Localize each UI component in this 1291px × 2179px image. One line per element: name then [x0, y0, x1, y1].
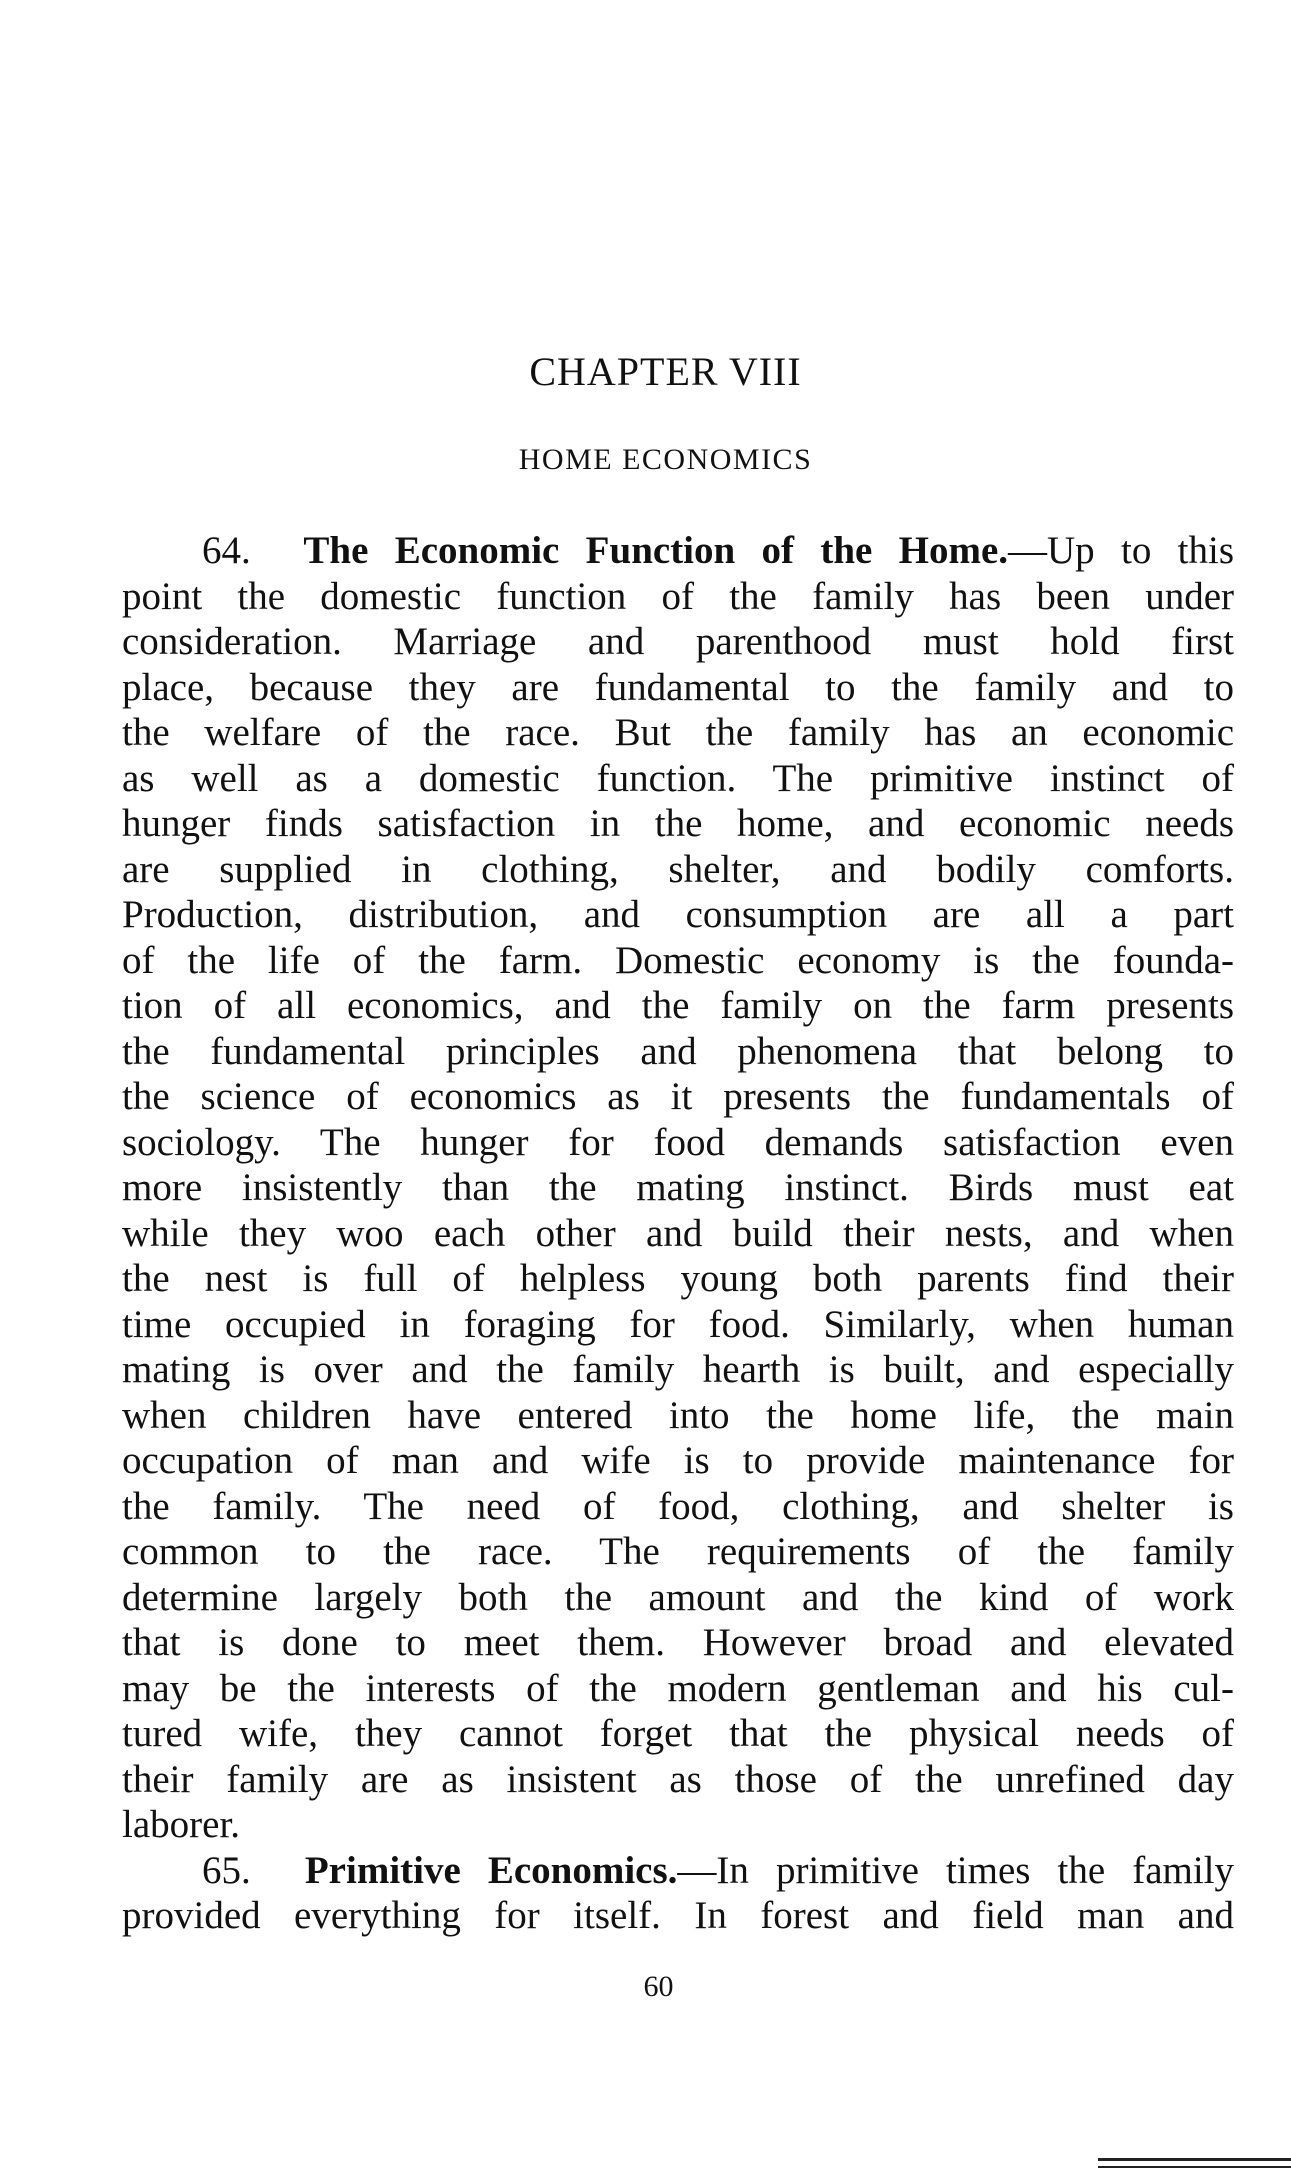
text-line: as well as a domestic function. The primitive instinct of — [122, 756, 1234, 800]
corner-rule — [1098, 2166, 1291, 2168]
section-65-title: Primitive Economics. — [304, 1848, 678, 1892]
text-line: may be the interests of the modern gentleman and his cul- — [122, 1666, 1234, 1710]
text-line: the welfare of the race. But the family has an economic — [122, 711, 1234, 754]
body-text — [122, 528, 1234, 1939]
text-line: the science of economics as it presents the fundamentals of — [122, 1075, 1234, 1118]
text-line: the fundamental principles and phenomena that belong to — [122, 1029, 1234, 1073]
chapter-subtitle: HOME ECONOMICS — [518, 443, 813, 476]
text-line: common to the race. The requirements of the family — [122, 1530, 1234, 1573]
text-line: occupation of man and wife is to provide maintenance for — [122, 1439, 1234, 1482]
text-line: sociology. The hunger for food demands satisfaction even — [122, 1120, 1234, 1164]
chapter-heading: CHAPTER VIII — [529, 349, 802, 394]
text-line: tion of all economics, and the family on the farm presents — [122, 984, 1234, 1027]
text-line: that is done to meet them. However broad and elevated — [122, 1621, 1234, 1664]
text-line: time occupied in foraging for food. Similarly, when human — [122, 1302, 1234, 1346]
text-line: consideration. Marriage and parenthood must hold first — [122, 620, 1234, 663]
text-line: their family are as insistent as those of the unrefined day — [122, 1757, 1234, 1801]
section-65-number: 65. — [202, 1848, 251, 1892]
text-line: the nest is full of helpless young both parents find their — [122, 1257, 1234, 1300]
text-line: when children have entered into the home life, the main — [122, 1393, 1234, 1437]
text-line: —Up to this — [1008, 529, 1234, 572]
text-line: —In primitive times the family — [677, 1848, 1235, 1892]
page-number: 60 — [643, 1970, 674, 2003]
text-line: the family. The need of food, clothing, and shelter is — [122, 1484, 1234, 1528]
text-line: are supplied in clothing, shelter, and bodily comforts. — [122, 847, 1234, 891]
text-line: tured wife, they cannot forget that the physical needs of — [122, 1712, 1234, 1755]
text-line: point the domestic function of the family has been under — [122, 574, 1234, 618]
section-64-number: 64. — [202, 529, 251, 572]
section-64-first-line — [122, 528, 1234, 574]
text-line: Production, distribution, and consumption are all a part — [122, 893, 1234, 936]
corner-rule — [1098, 2158, 1291, 2161]
text-line: hunger finds satisfaction in the home, and economic needs — [122, 802, 1234, 845]
text-line: mating is over and the family hearth is built, and especially — [122, 1348, 1234, 1391]
text-line: provided everything for itself. In forest and field man and — [122, 1894, 1234, 1937]
text-line: place, because they are fundamental to the family and to — [122, 665, 1234, 709]
text-line: while they woo each other and build their nests, and when — [122, 1211, 1234, 1255]
text-line: laborer. — [122, 1803, 241, 1846]
text-line: more insistently than the mating instinct. Birds must eat — [122, 1166, 1234, 1209]
section-65-first-line — [122, 1848, 1234, 1894]
text-line: determine largely both the amount and the kind of work — [122, 1575, 1234, 1619]
text-line: of the life of the farm. Domestic economy is the founda- — [122, 938, 1234, 982]
section-64-title: The Economic Function of the Home. — [303, 529, 1009, 572]
